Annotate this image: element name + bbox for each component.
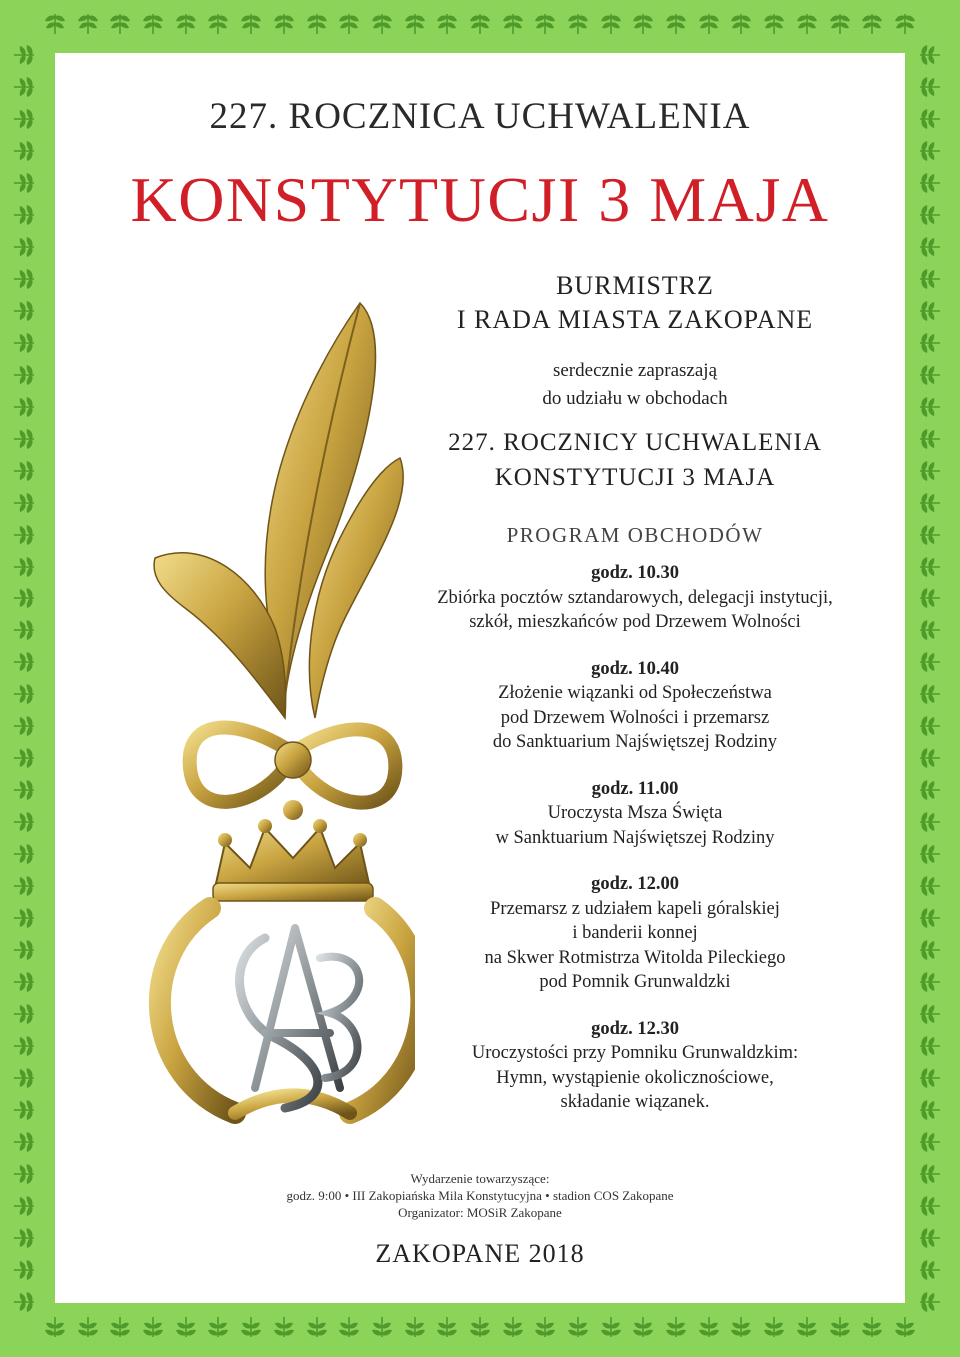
leaf-icon bbox=[530, 1313, 560, 1343]
leaf-icon bbox=[914, 839, 944, 869]
event-description-line: pod Pomnik Grunwaldzki bbox=[539, 972, 731, 992]
place-and-year: ZAKOPANE 2018 bbox=[375, 1239, 585, 1268]
leaf-icon bbox=[269, 8, 299, 38]
right-leaf-border bbox=[914, 40, 950, 1317]
leaf-icon bbox=[10, 679, 40, 709]
event-description-line: pod Drzewem Wolności i przemarsz bbox=[500, 707, 770, 728]
program-events bbox=[400, 561, 870, 1137]
leaf-icon bbox=[914, 104, 944, 134]
leaf-icon bbox=[138, 8, 168, 38]
leaf-icon bbox=[914, 647, 944, 677]
leaf-icon bbox=[10, 136, 40, 166]
leaf-icon bbox=[596, 8, 626, 38]
poster-sheet bbox=[55, 53, 905, 1303]
leaf-icon bbox=[759, 8, 789, 38]
leaf-icon bbox=[792, 8, 822, 38]
leaf-icon bbox=[890, 8, 920, 38]
leaf-icon bbox=[914, 136, 944, 166]
leaf-icon bbox=[10, 1159, 40, 1189]
leaf-icon bbox=[10, 488, 40, 518]
event-description-line: składanie wiązanek. bbox=[560, 1092, 710, 1112]
leaf-icon bbox=[10, 232, 40, 262]
leaf-icon bbox=[10, 168, 40, 198]
leaf-icon bbox=[10, 1191, 40, 1221]
event-description-line: szkół, mieszkańców pod Drzewem Wolności bbox=[469, 612, 801, 632]
program-heading: PROGRAM OBCHODÓW bbox=[506, 523, 764, 547]
organizer-line1: BURMISTRZ bbox=[556, 271, 714, 300]
leaf-icon bbox=[914, 456, 944, 486]
leaf-icon bbox=[914, 903, 944, 933]
leaf-icon bbox=[10, 935, 40, 965]
event-description-line: na Skwer Rotmistrza Witolda Pileckiego bbox=[484, 947, 786, 968]
leaf-icon bbox=[334, 1313, 364, 1343]
side-event-heading: Wydarzenie towarzyszące: bbox=[410, 1171, 550, 1186]
leaf-icon bbox=[171, 8, 201, 38]
event-item bbox=[400, 777, 870, 851]
leaf-icon bbox=[726, 8, 756, 38]
event-time: godz. 11.00 bbox=[591, 778, 679, 799]
leaf-icon bbox=[914, 1095, 944, 1125]
leaf-icon bbox=[465, 8, 495, 38]
organizer-block bbox=[400, 269, 870, 337]
leaf-icon bbox=[400, 8, 430, 38]
event-description-line: do Sanktuarium Najświętszej Rodziny bbox=[492, 732, 778, 752]
leaf-icon bbox=[10, 743, 40, 773]
leaf-icon bbox=[10, 967, 40, 997]
leaf-icon bbox=[10, 328, 40, 358]
leaf-icon bbox=[914, 1031, 944, 1061]
leaf-icon bbox=[792, 1313, 822, 1343]
leaf-icon bbox=[73, 1313, 103, 1343]
leaf-icon bbox=[10, 1031, 40, 1061]
side-event-note bbox=[55, 1170, 905, 1221]
event-description-line: Przemarsz z udziałem kapeli góralskiej bbox=[490, 898, 780, 919]
event-time: godz. 10.40 bbox=[591, 658, 679, 679]
leaf-icon bbox=[914, 520, 944, 550]
invite-line2: do udziału w obchodach bbox=[542, 388, 728, 409]
event-item bbox=[400, 657, 870, 755]
leaf-icon bbox=[914, 615, 944, 645]
leaf-icon bbox=[10, 1063, 40, 1093]
leaf-icon bbox=[40, 8, 70, 38]
bottom-leaf-border bbox=[40, 1313, 920, 1349]
event-description-line: w Sanktuarium Najświętszej Rodziny bbox=[495, 827, 775, 848]
leaf-icon bbox=[914, 360, 944, 390]
leaf-icon bbox=[890, 1313, 920, 1343]
leaf-icon bbox=[10, 40, 40, 70]
leaf-icon bbox=[857, 8, 887, 38]
event-description-line: Uroczysta Msza Święta bbox=[547, 803, 723, 823]
leaf-icon bbox=[825, 8, 855, 38]
leaf-icon bbox=[171, 1313, 201, 1343]
leaf-icon bbox=[10, 775, 40, 805]
leaf-icon bbox=[10, 871, 40, 901]
poster-title-line2: KONSTYTUCJI 3 MAJA bbox=[130, 164, 830, 235]
leaf-icon bbox=[914, 424, 944, 454]
leaf-icon bbox=[203, 1313, 233, 1343]
leaf-icon bbox=[302, 1313, 332, 1343]
leaf-icon bbox=[914, 711, 944, 741]
leaf-icon bbox=[10, 360, 40, 390]
leaf-icon bbox=[914, 328, 944, 358]
leaf-icon bbox=[563, 8, 593, 38]
leaf-icon bbox=[628, 1313, 658, 1343]
leaf-icon bbox=[914, 40, 944, 70]
event-time: godz. 10.30 bbox=[591, 563, 679, 583]
top-leaf-border bbox=[40, 8, 920, 44]
leaf-icon bbox=[367, 8, 397, 38]
leaf-icon bbox=[10, 615, 40, 645]
leaf-icon bbox=[40, 1313, 70, 1343]
leaf-icon bbox=[914, 200, 944, 230]
leaf-icon bbox=[914, 1063, 944, 1093]
event-item bbox=[400, 872, 870, 995]
leaf-icon bbox=[914, 296, 944, 326]
leaf-icon bbox=[914, 488, 944, 518]
leaf-icon bbox=[10, 1095, 40, 1125]
leaf-icon bbox=[334, 8, 364, 38]
leaf-icon bbox=[10, 520, 40, 550]
leaf-icon bbox=[914, 999, 944, 1029]
leaf-icon bbox=[694, 1313, 724, 1343]
leaf-icon bbox=[10, 999, 40, 1029]
leaf-icon bbox=[10, 839, 40, 869]
side-event-organizer: Organizator: MOSiR Zakopane bbox=[398, 1205, 562, 1220]
event-description-line: i banderii konnej bbox=[572, 923, 698, 943]
leaf-icon bbox=[400, 1313, 430, 1343]
leaf-icon bbox=[914, 679, 944, 709]
leaf-icon bbox=[10, 1223, 40, 1253]
leaf-icon bbox=[10, 1127, 40, 1157]
leaf-icon bbox=[694, 8, 724, 38]
leaf-icon bbox=[367, 1313, 397, 1343]
leaf-icon bbox=[857, 1313, 887, 1343]
leaf-icon bbox=[914, 807, 944, 837]
side-event-detail: godz. 9:00 • III Zakopiańska Mila Konstytucyjna • stadion COS Zakopane bbox=[286, 1188, 674, 1203]
leaf-icon bbox=[302, 8, 332, 38]
leaf-icon bbox=[914, 1255, 944, 1285]
leaf-icon bbox=[10, 1287, 40, 1317]
event-time: godz. 12.30 bbox=[591, 1018, 679, 1039]
leaf-icon bbox=[432, 8, 462, 38]
event-description-line: Złożenie wiązanki od Społeczeństwa bbox=[498, 683, 772, 703]
leaf-icon bbox=[825, 1313, 855, 1343]
leaf-icon bbox=[914, 1159, 944, 1189]
leaf-icon bbox=[105, 8, 135, 38]
leaf-icon bbox=[10, 392, 40, 422]
leaf-icon bbox=[10, 456, 40, 486]
event-description-line: Hymn, wystąpienie okolicznościowe, bbox=[496, 1067, 774, 1088]
leaf-icon bbox=[432, 1313, 462, 1343]
leaf-icon bbox=[10, 104, 40, 134]
leaf-icon bbox=[465, 1313, 495, 1343]
leaf-icon bbox=[914, 1287, 944, 1317]
invite-line1: serdecznie zapraszają bbox=[552, 360, 717, 381]
leaf-icon bbox=[10, 647, 40, 677]
leaf-icon bbox=[914, 583, 944, 613]
leaf-icon bbox=[498, 8, 528, 38]
feather-crown-monogram-emblem-icon bbox=[115, 298, 415, 1128]
leaf-icon bbox=[914, 967, 944, 997]
leaf-icon bbox=[203, 8, 233, 38]
leaf-icon bbox=[914, 935, 944, 965]
event-item bbox=[400, 1017, 870, 1115]
leaf-icon bbox=[726, 1313, 756, 1343]
leaf-icon bbox=[73, 8, 103, 38]
leaf-icon bbox=[914, 775, 944, 805]
event-time: godz. 12.00 bbox=[591, 874, 679, 894]
invitation-block bbox=[400, 357, 870, 413]
leaf-icon bbox=[498, 1313, 528, 1343]
subtitle-line2: KONSTYTUCJI 3 MAJA bbox=[494, 464, 776, 491]
leaf-icon bbox=[10, 583, 40, 613]
leaf-icon bbox=[269, 1313, 299, 1343]
leaf-icon bbox=[914, 232, 944, 262]
leaf-icon bbox=[914, 168, 944, 198]
leaf-icon bbox=[10, 1255, 40, 1285]
leaf-icon bbox=[236, 1313, 266, 1343]
poster-title-line1: 227. ROCZNICA UCHWALENIA bbox=[209, 96, 751, 137]
leaf-icon bbox=[236, 8, 266, 38]
leaf-icon bbox=[914, 1223, 944, 1253]
leaf-icon bbox=[914, 72, 944, 102]
leaf-icon bbox=[10, 296, 40, 326]
leaf-icon bbox=[530, 8, 560, 38]
leaf-icon bbox=[10, 264, 40, 294]
leaf-icon bbox=[10, 807, 40, 837]
event-description-line: Uroczystości przy Pomniku Grunwaldzkim: bbox=[471, 1043, 799, 1063]
leaf-icon bbox=[914, 1191, 944, 1221]
leaf-icon bbox=[10, 72, 40, 102]
leaf-icon bbox=[138, 1313, 168, 1343]
leaf-icon bbox=[105, 1313, 135, 1343]
leaf-icon bbox=[759, 1313, 789, 1343]
leaf-icon bbox=[914, 743, 944, 773]
leaf-icon bbox=[10, 903, 40, 933]
leaf-icon bbox=[914, 871, 944, 901]
leaf-icon bbox=[914, 1127, 944, 1157]
leaf-icon bbox=[914, 264, 944, 294]
leaf-icon bbox=[10, 711, 40, 741]
leaf-icon bbox=[661, 1313, 691, 1343]
leaf-icon bbox=[661, 8, 691, 38]
leaf-icon bbox=[914, 552, 944, 582]
subtitle-line1: 227. ROCZNICY UCHWALENIA bbox=[448, 429, 822, 456]
leaf-icon bbox=[10, 424, 40, 454]
leaf-icon bbox=[563, 1313, 593, 1343]
anniversary-subtitle bbox=[400, 425, 870, 495]
event-description-line: Zbiórka pocztów sztandarowych, delegacji instytucji, bbox=[437, 587, 833, 608]
leaf-icon bbox=[10, 552, 40, 582]
leaf-icon bbox=[10, 200, 40, 230]
leaf-icon bbox=[596, 1313, 626, 1343]
left-leaf-border bbox=[10, 40, 46, 1317]
leaf-icon bbox=[914, 392, 944, 422]
organizer-line2: I RADA MIASTA ZAKOPANE bbox=[456, 305, 814, 334]
event-item bbox=[400, 561, 870, 635]
leaf-icon bbox=[628, 8, 658, 38]
